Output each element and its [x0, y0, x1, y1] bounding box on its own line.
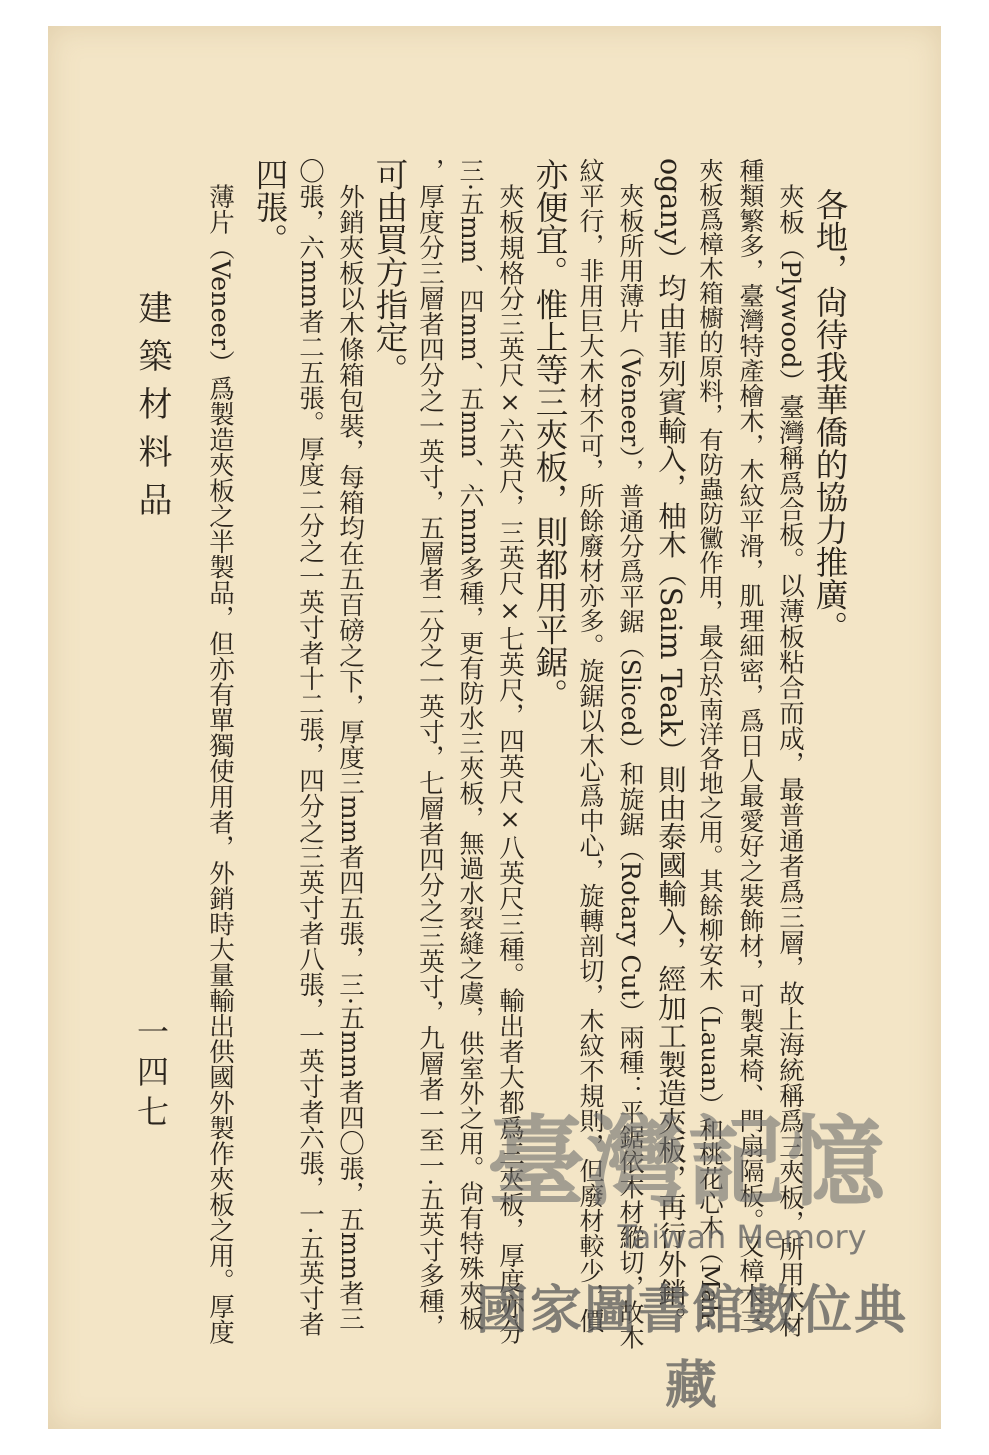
watermark [452, 1105, 922, 1416]
text-column: 薄片（Veneer）爲製造夾板之半製品，但亦有單獨使用者，外銷時大量輸出供國外製作夾板之用。厚度 [205, 158, 235, 1345]
text-column: ，厚度分三層者四分之一英寸，五層者二分之一英寸，七層者四分之三英寸，九層者一至一·五英寸多種， [415, 158, 445, 1340]
text-column: 四張。 [251, 158, 289, 256]
text-column: 三·五mm、四mm、五mm、六mm多種，更有防水三夾板，無過水裂縫之虞，供室外之用。尙有特殊夾板 [456, 158, 485, 1331]
page-number: 一四七 [132, 1015, 170, 1135]
text-column: 夾板規格分三英尺×六英尺，三英尺×七英尺，四英尺×八英尺三種。輸出者大都爲三夾板，厚度亦分 [495, 158, 525, 1345]
text-column: 夾板（Plywood）臺灣稱爲合板。以薄板粘合而成，最普通者爲三層，故上海統稱爲三夾板，所用木材 [775, 158, 805, 1338]
watermark-english: Taiwan Memory [617, 1218, 867, 1256]
text-column: 亦便宜。惟上等三夾板，則都用平鋸。 [531, 158, 569, 711]
text-column: 〇張，六mm者二五張。厚度二分之一英寸者十二張，四分之三英寸者八張，一英寸者六張，一·五英寸者 [295, 158, 325, 1337]
text-column: 外銷夾板以木條箱包裝，每箱均在五百磅之下，厚度三mm者四五張，三·五mm者四〇張，五mm者三 [335, 158, 365, 1332]
text-column: 夾板所用薄片（Veneer），普通分爲平鋸（Sliced）和旋鋸（Rotary Cut）兩種：平鋸依木材縱切，故木 [616, 158, 645, 1350]
watermark-subtitle: 國家圖書館數位典藏 [475, 1281, 908, 1416]
running-title: 建築材料品 [132, 290, 172, 530]
text-column: 種類繁多，臺灣特產檜木，木紋平滑，肌理細密，爲日人最愛好之裝飾材，可製桌椅、門扇隔板。又樟木三 [736, 158, 765, 1333]
text-column: 各地，尙待我華僑的協力推廣。 [811, 188, 849, 643]
text-column: 夾板爲樟木箱櫥的原料，有防蟲防黴作用，最合於南洋各地之用。其餘柳安木（Lauan）和桃花心木（Mah- [696, 158, 725, 1328]
text-column: 紋平行，非用巨大木材不可，所餘廢材亦多。旋鋸以木心爲中心，旋轉剖切，木紋不規則，但廢材較少，價 [576, 158, 605, 1333]
text-column: ogany）均由菲列賓輸入，柚木（Saim Teak）則由泰國輸入，經加工製造夾板，再行外銷。 [654, 158, 687, 1335]
text-column: 可由買方指定。 [371, 158, 409, 386]
watermark-title: 臺灣記憶 [486, 1105, 887, 1220]
